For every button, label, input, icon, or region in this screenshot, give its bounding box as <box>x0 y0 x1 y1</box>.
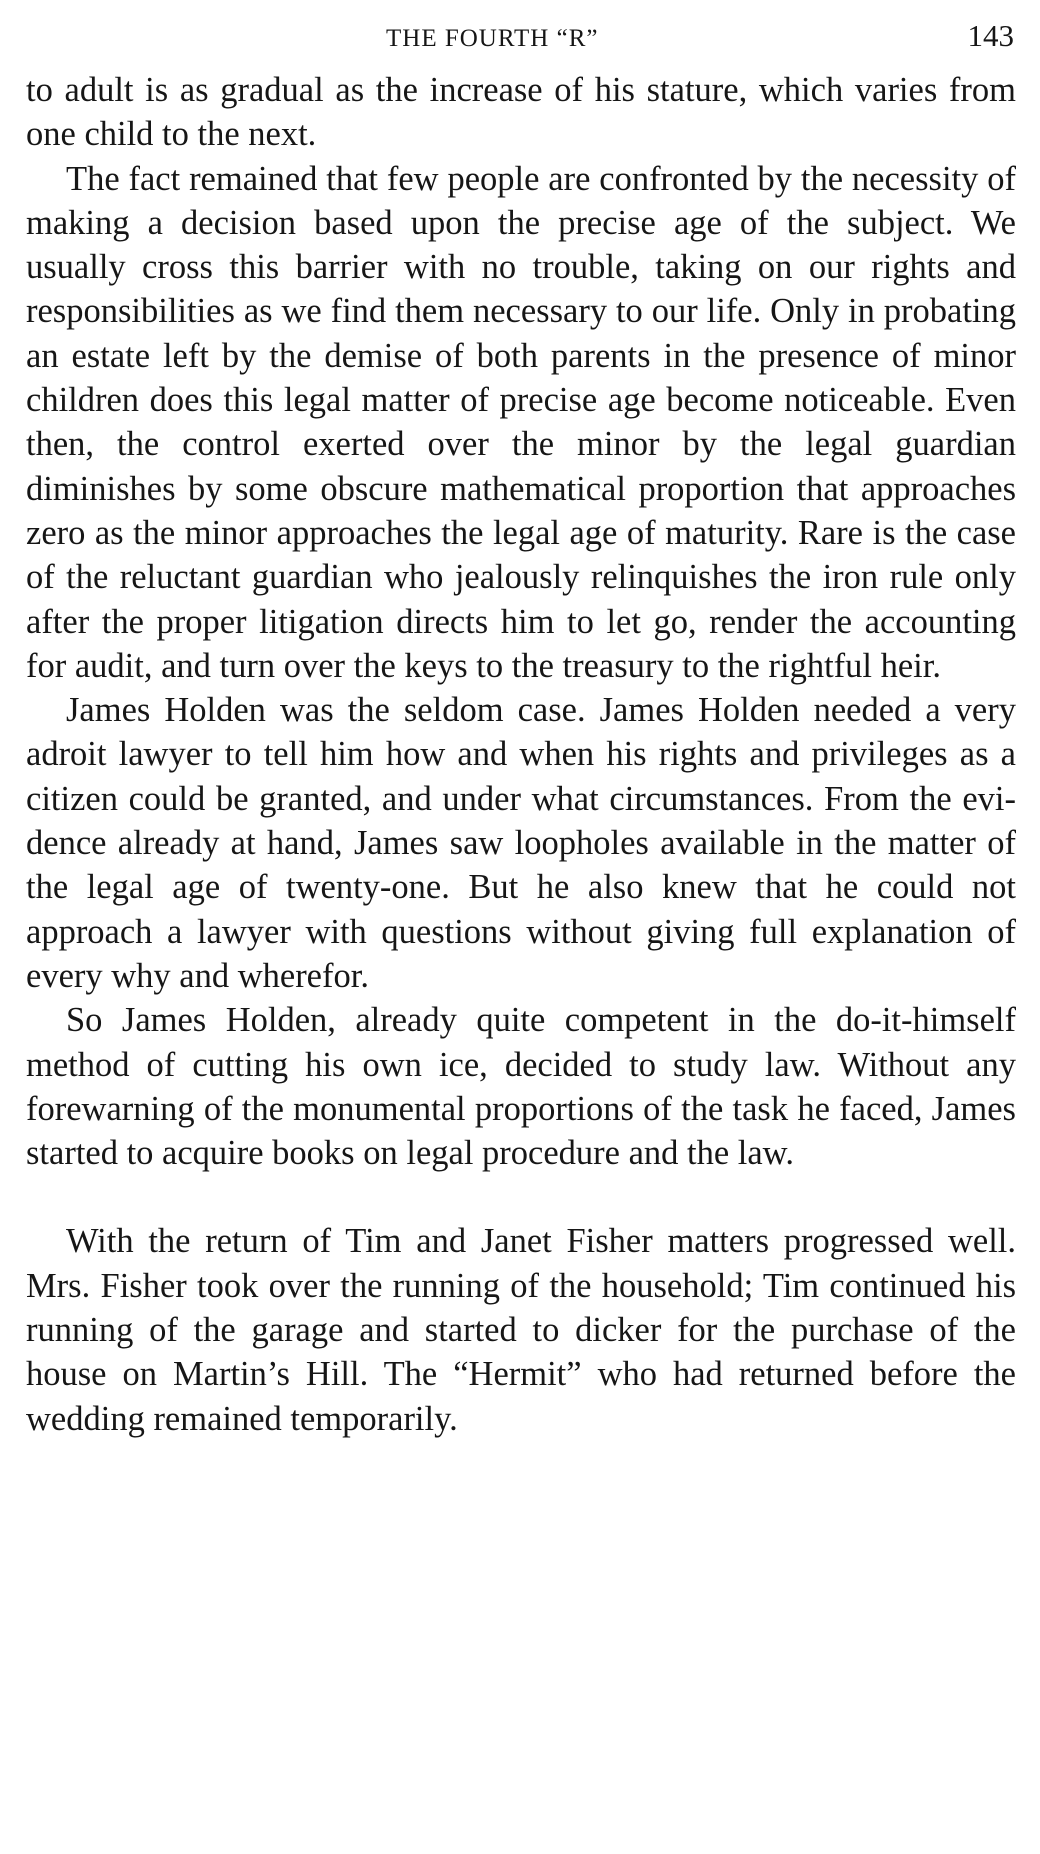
body-text <box>26 68 1016 1441</box>
running-title: THE FOURTH “R” <box>386 25 599 52</box>
paragraph-continuation: to adult is as gradual as the increase of his stature, which varies from one child to the next. <box>26 71 1016 154</box>
paragraph-legal-age: The fact remained that few people are confronted by the necessity of making a decision based upon the precise age of the subject. We usually cross this barrier with no trouble, taking on our rights and responsibilities as we find them necessary to our life. Only in probating an estate left by the demise of both parents in the presence of minor children does this legal matter of precise age become noticeable. Even then, the control exerted over the minor by the legal guardian diminishes by some obscure mathematical proportion that approaches zero as the minor approaches the legal age of maturity. Rare is the case of the reluctant guardian who jealously relinquishes the iron rule only after the proper litigation directs him to let go, render the accounting for audit, and turn over the keys to the treasury to the rightful heir. <box>26 159 1016 685</box>
paragraph-fisher-return: With the return of Tim and Janet Fisher matters progressed well. Mrs. Fisher took over the running of the household; Tim continued his running of the garage and started to dicker for the purchase of the house on Martin’s Hill. The “Hermit” who had returned before the wedding remained temporarily. <box>26 1222 1016 1438</box>
paragraph-james-holden: James Holden was the seldom case. James Holden needed a very adroit lawyer to tell him how and when his rights and privileges as a citizen could be granted, and under what circumstances. From the evidence already at hand, James saw loopholes available in the matter of the legal age of twenty-one. But he also knew that he could not approach a lawyer with questions without giving full explanation of every why and wherefor. <box>26 691 1016 995</box>
paragraph-study-law: So James Holden, already quite competent in the do-it-himself method of cutting his own ice, decided to study law. Without any forewarning of the monumental proportions of the task he faced, James started to acquire books on legal procedure and the law. <box>26 1001 1016 1173</box>
page-number: 143 <box>967 18 1014 53</box>
section-break <box>26 1175 1016 1219</box>
running-header <box>26 16 1014 60</box>
